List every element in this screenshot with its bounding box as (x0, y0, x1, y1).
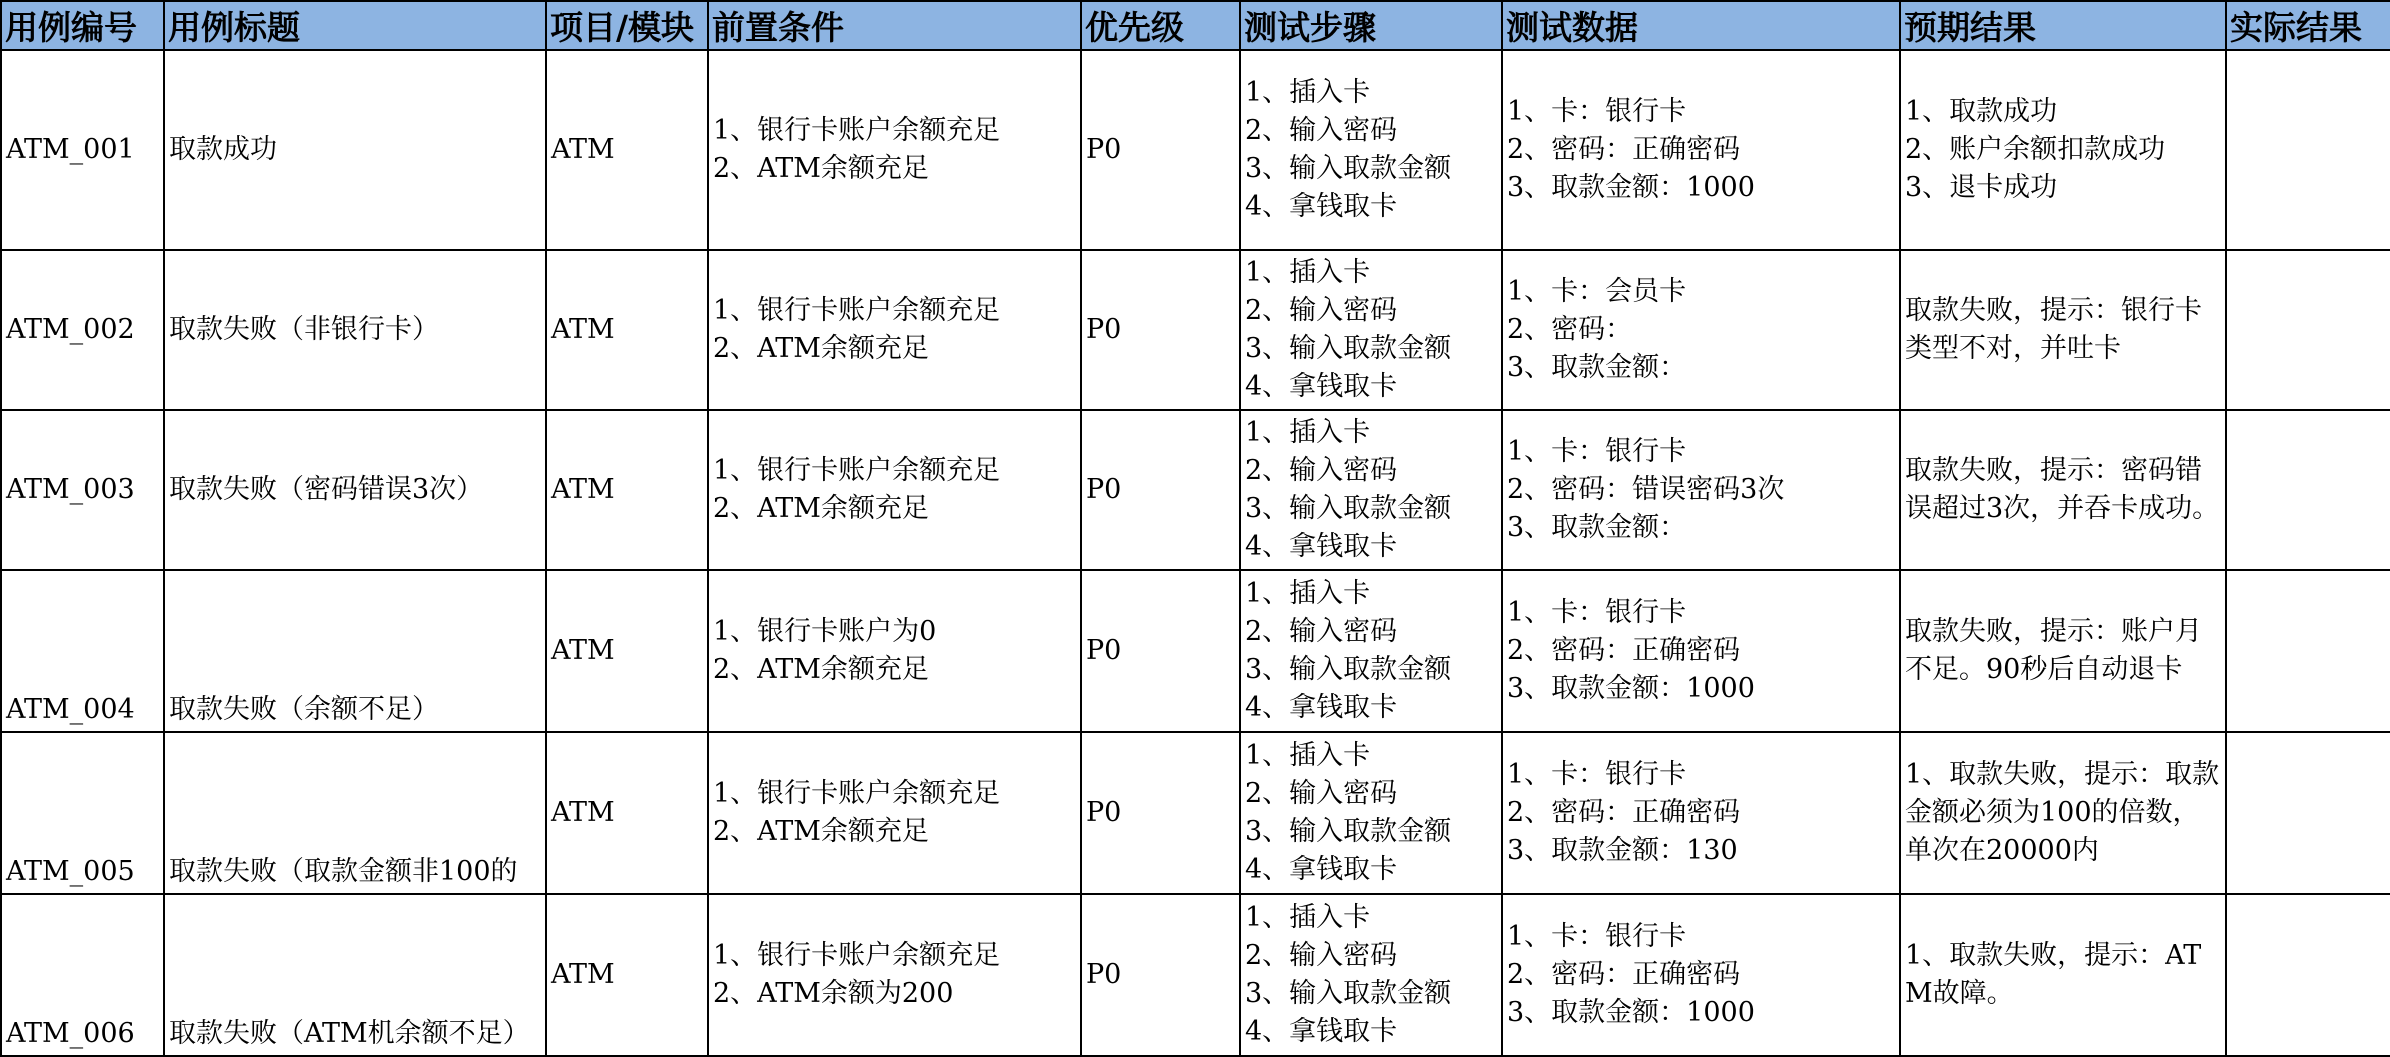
expected-cell-line: 1、取款失败，提示：ATM故障。 (1905, 940, 2202, 1009)
module-cell[interactable]: ATM (546, 732, 708, 894)
precondition-cell[interactable] (708, 250, 1081, 410)
test-data-cell[interactable] (1502, 410, 1900, 570)
precondition-cell-line: 1、银行卡账户余额充足 (713, 455, 1001, 486)
test-data-cell-line: 2、密码：正确密码 (1507, 635, 1741, 666)
steps-cell[interactable] (1240, 410, 1502, 570)
steps-cell-line: 2、输入密码 (1245, 940, 1398, 971)
case-id-cell[interactable]: ATM_003 (1, 410, 164, 570)
actual-cell[interactable] (2226, 50, 2390, 250)
actual-cell[interactable] (2226, 250, 2390, 410)
test-data-cell-line: 3、取款金额：130 (1507, 835, 1738, 866)
expected-cell[interactable] (1900, 894, 2226, 1056)
steps-cell-line: 4、拿钱取卡 (1245, 191, 1398, 222)
expected-cell-line: 取款失败，提示：账户月不足。90秒后自动退卡 (1905, 616, 2202, 685)
test-data-cell[interactable] (1502, 50, 1900, 250)
precondition-cell-line: 2、ATM余额为200 (713, 978, 954, 1009)
expected-cell[interactable] (1900, 50, 2226, 250)
case-title-cell[interactable]: 取款成功 (164, 50, 546, 250)
steps-cell-line: 1、插入卡 (1245, 740, 1371, 771)
table-row (1, 410, 2390, 570)
precondition-cell[interactable] (708, 570, 1081, 732)
case-id-cell[interactable]: ATM_002 (1, 250, 164, 410)
priority-cell[interactable]: P0 (1081, 732, 1240, 894)
table-row (1, 570, 2390, 732)
test-data-cell-line: 3、取款金额：1000 (1507, 997, 1755, 1028)
precondition-cell-line: 2、ATM余额充足 (713, 654, 929, 685)
test-data-cell-line: 3、取款金额：1000 (1507, 172, 1755, 203)
actual-cell[interactable] (2226, 732, 2390, 894)
steps-cell-line: 1、插入卡 (1245, 77, 1371, 108)
module-cell[interactable]: ATM (546, 570, 708, 732)
steps-cell-line: 3、输入取款金额 (1245, 333, 1452, 364)
case-title-cell[interactable]: 取款失败（ATM机余额不足） (164, 894, 546, 1056)
steps-cell[interactable] (1240, 250, 1502, 410)
expected-cell-line: 1、取款失败，提示：取款金额必须为100的倍数，单次在20000内 (1905, 759, 2220, 866)
actual-cell[interactable] (2226, 410, 2390, 570)
precondition-cell[interactable] (708, 50, 1081, 250)
test-data-cell-line: 1、卡：银行卡 (1507, 436, 1687, 467)
test-data-cell[interactable] (1502, 894, 1900, 1056)
expected-cell-line: 取款失败，提示：银行卡类型不对，并吐卡 (1905, 295, 2202, 364)
precondition-cell-line: 1、银行卡账户余额充足 (713, 295, 1001, 326)
precondition-cell-line: 1、银行卡账户余额充足 (713, 778, 1001, 809)
test-data-cell-line: 2、密码：错误密码3次 (1507, 474, 1785, 505)
case-title-cell[interactable]: 取款失败（非银行卡） (164, 250, 546, 410)
expected-cell[interactable] (1900, 410, 2226, 570)
test-data-cell-line: 3、取款金额： (1507, 352, 1687, 383)
header-priority[interactable]: 优先级 (1081, 1, 1240, 50)
precondition-cell-line: 1、银行卡账户为0 (713, 616, 937, 647)
test-data-cell[interactable] (1502, 250, 1900, 410)
expected-cell-line: 取款失败，提示：密码错误超过3次，并吞卡成功。 (1905, 455, 2220, 524)
test-data-cell-line: 2、密码： (1507, 314, 1633, 345)
steps-cell-line: 1、插入卡 (1245, 417, 1371, 448)
case-id-cell[interactable]: ATM_001 (1, 50, 164, 250)
steps-cell[interactable] (1240, 894, 1502, 1056)
header-actual[interactable]: 实际结果 (2226, 1, 2390, 50)
precondition-cell-line: 1、银行卡账户余额充足 (713, 115, 1001, 146)
expected-cell[interactable] (1900, 250, 2226, 410)
test-data-cell-line: 1、卡：银行卡 (1507, 759, 1687, 790)
module-cell[interactable]: ATM (546, 410, 708, 570)
steps-cell-line: 4、拿钱取卡 (1245, 531, 1398, 562)
test-data-cell-line: 3、取款金额：1000 (1507, 673, 1755, 704)
header-test-data[interactable]: 测试数据 (1502, 1, 1900, 50)
precondition-cell[interactable] (708, 410, 1081, 570)
priority-cell[interactable]: P0 (1081, 50, 1240, 250)
steps-cell-line: 3、输入取款金额 (1245, 493, 1452, 524)
case-title-cell[interactable]: 取款失败（余额不足） (164, 570, 546, 732)
test-data-cell-line: 2、密码：正确密码 (1507, 134, 1741, 165)
steps-cell-line: 4、拿钱取卡 (1245, 854, 1398, 885)
steps-cell-line: 3、输入取款金额 (1245, 816, 1452, 847)
steps-cell-line: 1、插入卡 (1245, 578, 1371, 609)
precondition-cell-line: 2、ATM余额充足 (713, 153, 929, 184)
steps-cell-line: 3、输入取款金额 (1245, 978, 1452, 1009)
expected-cell-line: 2、账户余额扣款成功 (1905, 134, 2166, 165)
steps-cell-line: 2、输入密码 (1245, 295, 1398, 326)
steps-cell[interactable] (1240, 50, 1502, 250)
precondition-cell-line: 2、ATM余额充足 (713, 333, 929, 364)
test-data-cell-line: 1、卡：银行卡 (1507, 597, 1687, 628)
header-case-id[interactable]: 用例编号 (1, 1, 164, 50)
precondition-cell-line: 2、ATM余额充足 (713, 816, 929, 847)
precondition-cell-line: 2、ATM余额充足 (713, 493, 929, 524)
case-id-cell[interactable]: ATM_004 (1, 570, 164, 732)
actual-cell[interactable] (2226, 570, 2390, 732)
priority-cell[interactable]: P0 (1081, 570, 1240, 732)
expected-cell-line: 1、取款成功 (1905, 96, 2058, 127)
priority-cell[interactable]: P0 (1081, 410, 1240, 570)
precondition-cell[interactable] (708, 894, 1081, 1056)
header-precondition[interactable]: 前置条件 (708, 1, 1081, 50)
test-data-cell-line: 3、取款金额： (1507, 512, 1687, 543)
table-row (1, 50, 2390, 250)
steps-cell-line: 1、插入卡 (1245, 902, 1371, 933)
header-row (1, 1, 2390, 50)
steps-cell-line: 1、插入卡 (1245, 257, 1371, 288)
steps-cell-line: 4、拿钱取卡 (1245, 371, 1398, 402)
steps-cell-line: 2、输入密码 (1245, 455, 1398, 486)
test-data-cell[interactable] (1502, 570, 1900, 732)
case-id-cell[interactable]: ATM_005 (1, 732, 164, 894)
expected-cell-line: 3、退卡成功 (1905, 172, 2058, 203)
test-data-cell-line: 2、密码：正确密码 (1507, 959, 1741, 990)
header-expected[interactable]: 预期结果 (1900, 1, 2226, 50)
module-cell[interactable]: ATM (546, 894, 708, 1056)
module-cell[interactable]: ATM (546, 50, 708, 250)
case-title-cell[interactable]: 取款失败（取款金额非100的 (164, 732, 546, 894)
test-data-cell[interactable] (1502, 732, 1900, 894)
precondition-cell[interactable] (708, 732, 1081, 894)
expected-cell[interactable] (1900, 570, 2226, 732)
priority-cell[interactable]: P0 (1081, 894, 1240, 1056)
expected-cell[interactable] (1900, 732, 2226, 894)
steps-cell[interactable] (1240, 732, 1502, 894)
steps-cell-line: 3、输入取款金额 (1245, 153, 1452, 184)
header-module[interactable]: 项目/模块 (546, 1, 708, 50)
precondition-cell-line: 1、银行卡账户余额充足 (713, 940, 1001, 971)
steps-cell-line: 2、输入密码 (1245, 778, 1398, 809)
test-data-cell-line: 1、卡：银行卡 (1507, 921, 1687, 952)
table-row (1, 732, 2390, 894)
header-case-title[interactable]: 用例标题 (164, 1, 546, 50)
table-row (1, 894, 2390, 1056)
steps-cell-line: 2、输入密码 (1245, 115, 1398, 146)
case-title-cell[interactable]: 取款失败（密码错误3次） (164, 410, 546, 570)
module-cell[interactable]: ATM (546, 250, 708, 410)
steps-cell-line: 4、拿钱取卡 (1245, 692, 1398, 723)
test-data-cell-line: 1、卡：会员卡 (1507, 276, 1687, 307)
table-row (1, 250, 2390, 410)
header-steps[interactable]: 测试步骤 (1240, 1, 1502, 50)
steps-cell[interactable] (1240, 570, 1502, 732)
steps-cell-line: 2、输入密码 (1245, 616, 1398, 647)
priority-cell[interactable]: P0 (1081, 250, 1240, 410)
test-data-cell-line: 2、密码：正确密码 (1507, 797, 1741, 828)
actual-cell[interactable] (2226, 894, 2390, 1056)
steps-cell-line: 4、拿钱取卡 (1245, 1016, 1398, 1047)
test-data-cell-line: 1、卡：银行卡 (1507, 96, 1687, 127)
steps-cell-line: 3、输入取款金额 (1245, 654, 1452, 685)
case-id-cell[interactable]: ATM_006 (1, 894, 164, 1056)
